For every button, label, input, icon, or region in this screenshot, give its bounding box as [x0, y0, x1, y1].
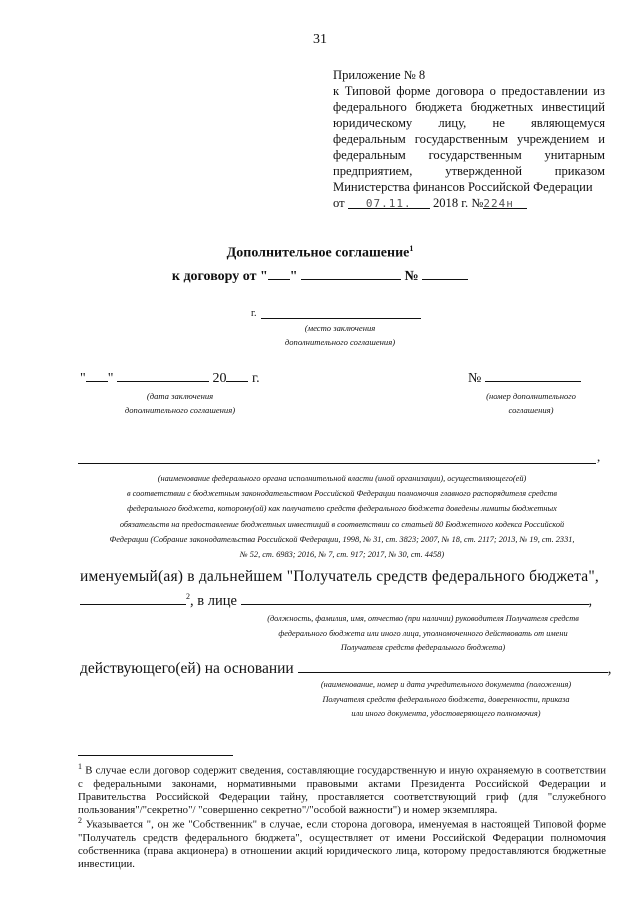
appendix-line: предприятием, утвержденной приказом: [333, 164, 605, 178]
quote-close: ": [289, 269, 298, 284]
date-note-line: (дата заключения: [146, 391, 214, 401]
recipient-text: именуемый(ая) в дальнейшем "Получатель средств федерального бюджета",: [80, 568, 599, 585]
appendix-line: Приложение № 8: [333, 68, 426, 82]
representative-note-line: федерального бюджета или иного лица, уполномоченного действовать от имени: [278, 628, 568, 638]
basis-label: действующего(ей) на основании: [80, 660, 294, 677]
agreement-number: [468, 368, 581, 387]
footnote-separator: [78, 755, 233, 756]
basis-note-line: Получателя средств федерального бюджета, доверенности, приказа: [322, 694, 570, 704]
number-sign: №: [468, 371, 482, 386]
appendix-line: Министерства финансов Российской Федерации: [333, 180, 593, 194]
authority-note-line: обязательств на предоставление бюджетных инвестиций в соответствии со статьей 80 Бюджетного кодекса Российской: [119, 519, 565, 529]
footnote-1: [78, 760, 606, 817]
footnote-text: Указывается ", он же "Собственник" в случае, если сторона договора, именуемая в настоящей Типовой форме "Получатель средств федерального бюджета", осуществляет от имени Российской Федерации полномочия собственника (права акционера) в отношении акций юридического лица, которому предоставляются бюджетные инвестиции.: [78, 818, 607, 871]
appendix-line: юридическому лицу, не являющемуся: [333, 116, 605, 130]
comma: ,: [607, 660, 612, 677]
appendix-line: федерального бюджета бюджетных инвестиций: [333, 100, 605, 114]
date-prefix: от: [333, 196, 345, 210]
quote-close: ": [107, 371, 114, 386]
title-text: Дополнительное соглашение: [226, 245, 410, 261]
date-row: [80, 368, 260, 387]
basis-row: [80, 659, 611, 678]
contract-date-prefix: к договору от ": [171, 269, 268, 284]
year-suffix: г.: [251, 371, 260, 386]
in-person-row: [80, 591, 592, 610]
authority-note-line: в соответствии с бюджетным законодательством Российской Федерации полномочия главного распорядителя средств: [126, 489, 558, 499]
handwritten-number: 224н: [483, 197, 514, 210]
place-line: [261, 318, 421, 319]
footnote-ref: 1: [409, 244, 414, 253]
contract-reference: [0, 266, 640, 285]
representative-note-line: Получателя средств федерального бюджета): [340, 643, 506, 653]
number-blank: [483, 195, 527, 209]
day-blank: [268, 266, 290, 280]
recipient-blank: [80, 591, 186, 605]
authority-note: [78, 471, 606, 562]
authority-note-line: федерального бюджета, которому(ой) как получателю средств федерального бюджета доведены лимиты бюджетных: [127, 504, 557, 514]
appendix-line: федеральным государственным учреждением и: [333, 132, 605, 146]
place-note-line: дополнительного соглашения): [284, 337, 396, 347]
document-title: [0, 244, 640, 262]
month-blank: [301, 266, 401, 280]
number-note-line: соглашения): [508, 405, 554, 415]
basis-blank: [298, 659, 608, 673]
representative-blank: [241, 591, 589, 605]
basis-note: [296, 678, 596, 722]
place-prefix: г.: [251, 308, 257, 319]
appendix-line: федеральным государственным унитарным: [333, 148, 605, 162]
basis-note-line: или иного документа, удостоверяющего полномочия): [351, 709, 541, 719]
number-note: [466, 389, 596, 417]
page-number: 31: [313, 32, 327, 47]
representative-note-line: (должность, фамилия, имя, отчество (при наличии) руководителя Получателя средств: [267, 614, 579, 623]
authority-note-line: № 52, ст. 6983; 2016, № 7, ст. 917; 2017, № 30, ст. 4458): [239, 550, 445, 560]
authority-note-line: Федерации (Собрание законодательства Российской Федерации, 1998, № 31, ст. 3823; 2007, № 18, ст. 2117; 2013, № 19, ст. 2331,: [109, 534, 575, 544]
footnote-2: [78, 814, 606, 871]
footnote-mark: 2: [78, 816, 82, 825]
handwritten-date: 07.11.: [365, 197, 412, 210]
footnote-text: В случае если договор содержит сведения, составляющие государственную и иную охраняемую в соответствии с федеральными законами, нормативными правовыми актами Президента Российской Федерации и Правительства Российской Федерации тайну, проставляется соответствующий гриф (для "служебного пользования"/"секретно"/ "совершенно секретно"/"особой важности") и номер экземпляра.: [78, 764, 606, 817]
number-note-line: (номер дополнительного: [486, 391, 576, 401]
date-blank: [348, 195, 430, 209]
contract-number-blank: [422, 266, 468, 280]
date-year: 2018 г. №: [432, 196, 484, 210]
basis-note-line: (наименование, номер и дата учредительного документа (положения): [320, 680, 572, 689]
agreement-number-blank: [485, 368, 581, 382]
day-blank: [86, 368, 108, 382]
year-prefix: 20: [212, 371, 227, 386]
number-sign: №: [404, 269, 419, 284]
authority-note-line: (наименование федерального органа исполнительной власти (иной организации), осуществляющего(ей): [157, 474, 527, 483]
appendix-block: [333, 67, 605, 211]
date-note-line: дополнительного соглашения): [124, 405, 236, 415]
date-note: [80, 389, 280, 417]
in-person-label: , в лице: [190, 593, 237, 609]
appendix-date-line: [333, 195, 605, 211]
quote-open: ": [80, 371, 86, 386]
place-note: [240, 321, 440, 349]
place-note-line: (место заключения: [304, 323, 376, 333]
month-blank: [117, 368, 209, 382]
comma: ,: [588, 593, 593, 609]
footnote-ref: 2: [186, 592, 190, 602]
year-blank: [226, 368, 248, 382]
appendix-line: к Типовой форме договора о предоставлении из: [333, 84, 605, 98]
authority-line: [78, 463, 596, 464]
footnote-mark: 1: [78, 762, 82, 771]
authority-comma: ,: [597, 449, 601, 464]
representative-note: [240, 612, 606, 656]
